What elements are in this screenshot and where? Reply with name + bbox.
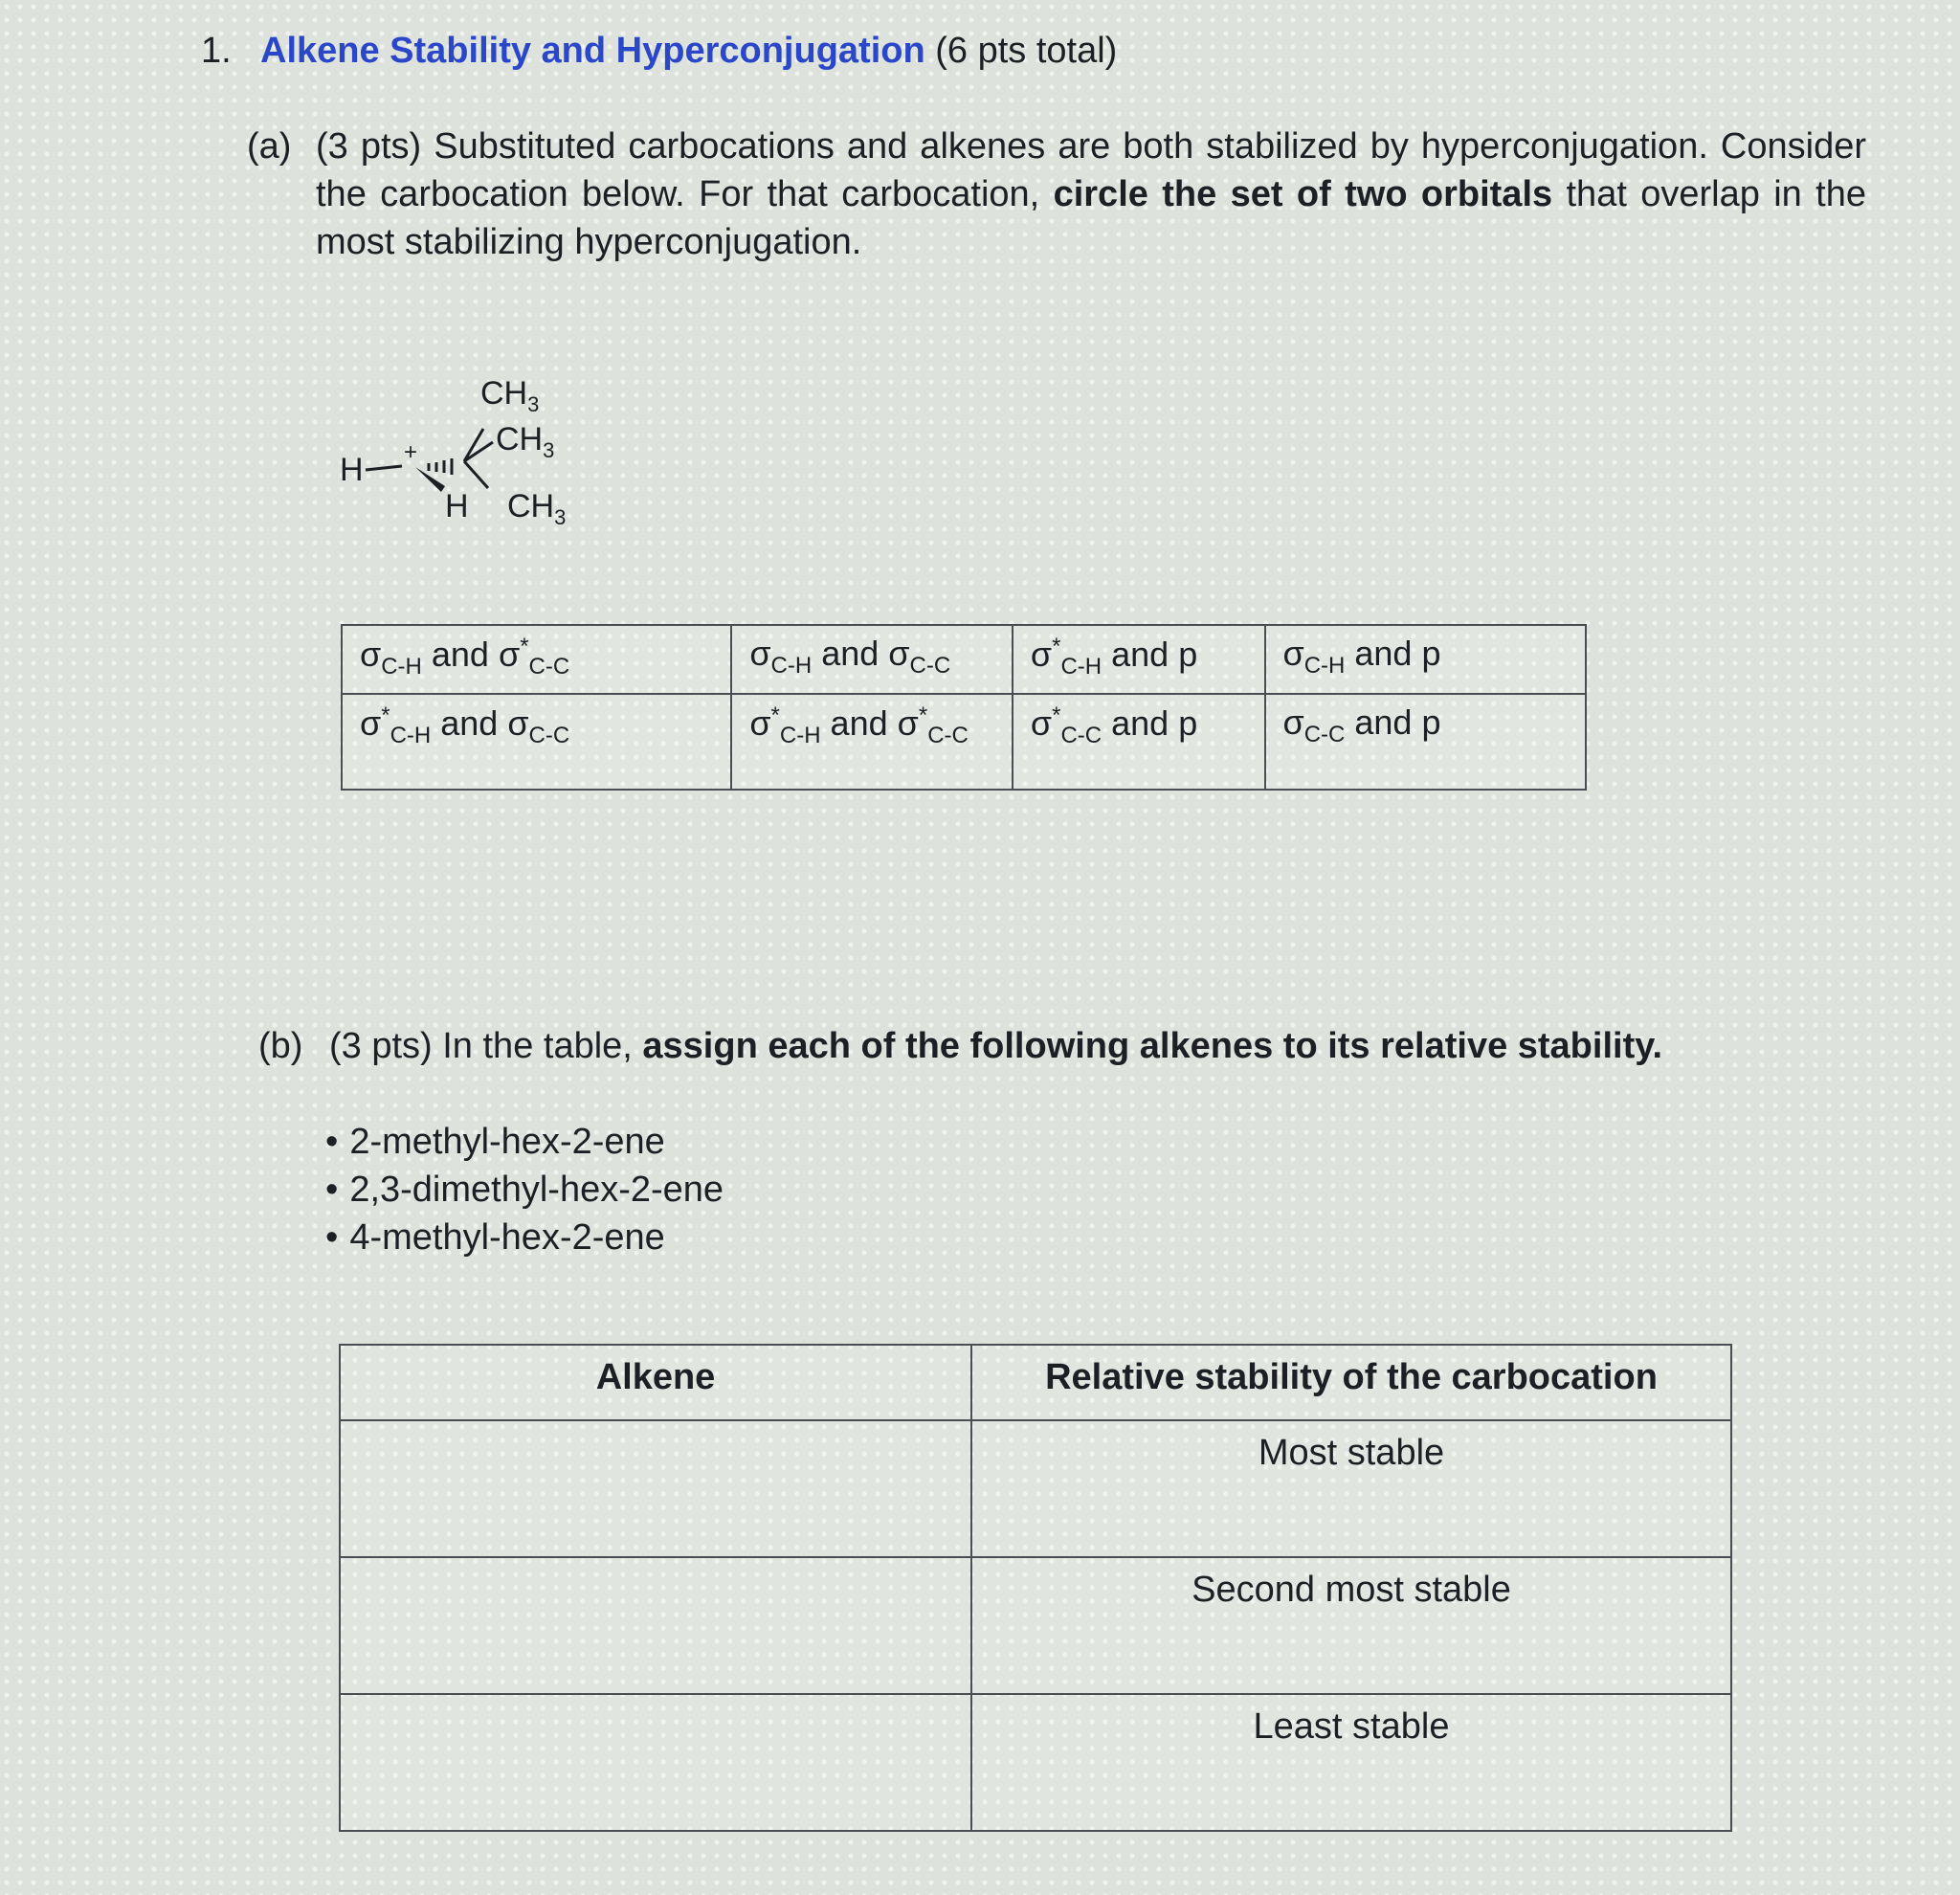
orbital-row-2	[342, 694, 1586, 790]
header-relative-stability: Relative stability of the carbocation	[971, 1345, 1731, 1420]
orbital-choices-table	[341, 624, 1587, 791]
choice-sigmastar-cc-p[interactable]: $\sigma^*_{C-C}$ and p	[1013, 694, 1265, 790]
mol-h-bottom: H	[445, 488, 469, 524]
choice-sigma-ch-p[interactable]: $\sigma_{C-H}$ and p	[1265, 625, 1587, 694]
stability-label-most: Most stable	[971, 1420, 1731, 1557]
mol-bond-h	[366, 466, 402, 470]
list-item: • 4-methyl-hex-2-ene	[325, 1214, 724, 1261]
mol-h-left: H	[340, 452, 364, 488]
choice-sigma-cc-p[interactable]: $\sigma_{C-C}$ and p	[1265, 694, 1587, 790]
part-a-text-1: Substituted carbocations and alkenes are both stabilized by hyperconjugation. Consider the carbocation below. For that carbocation,	[316, 126, 1866, 214]
mol-plus: +	[404, 439, 418, 465]
question-title-text: Alkene Stability and Hyperconjugation	[260, 31, 925, 71]
part-a-points: (3 pts)	[316, 126, 422, 167]
question-points: (6 pts total)	[935, 31, 1118, 71]
alkene-list	[325, 1118, 724, 1261]
part-b-points: (3 pts) In the table,	[329, 1026, 633, 1066]
alkene-answer-cell-1[interactable]	[340, 1420, 971, 1557]
stability-header-row	[340, 1345, 1731, 1420]
choice-sigma-ch-sigma-cc[interactable]: $\sigma_{C-H}$ and $\sigma_{C-C}$	[731, 625, 1013, 694]
mol-ch3-right: $CH_3$	[496, 421, 555, 462]
orbital-row-1	[342, 625, 1586, 694]
part-a-label: (a)	[247, 126, 292, 167]
part-b-bold: assign each of the following alkenes to its relative stability.	[642, 1026, 1663, 1066]
mol-ch3-top: $CH_3$	[480, 375, 540, 416]
stability-label-second: Second most stable	[971, 1557, 1731, 1694]
header-alkene: Alkene	[340, 1345, 971, 1420]
choice-sigma-ch-sigmastar-cc[interactable]: $\sigma_{C-H}$ and $\sigma^*_{C-C}$	[342, 625, 731, 694]
part-b-label: (b)	[258, 1026, 303, 1066]
part-a-text	[316, 123, 1866, 266]
part-a-text-2: that overlap in the most stabilizing hyperconjugation.	[316, 174, 1866, 262]
alkene-answer-cell-2[interactable]	[340, 1557, 971, 1694]
question-number: 1.	[201, 31, 232, 71]
table-row	[340, 1557, 1731, 1694]
mol-bond-bottom	[464, 461, 488, 488]
question-title	[260, 31, 1117, 72]
choice-sigmastar-ch-sigmastar-cc[interactable]: $\sigma^*_{C-H}$ and $\sigma^*_{C-C}$	[731, 694, 1013, 790]
list-item: • 2-methyl-hex-2-ene	[325, 1118, 724, 1166]
list-item: • 2,3-dimethyl-hex-2-ene	[325, 1166, 724, 1214]
mol-ch3-bottom: $CH_3$	[507, 488, 567, 529]
table-row	[340, 1420, 1731, 1557]
alkene-answer-cell-3[interactable]	[340, 1694, 971, 1831]
choice-sigmastar-ch-sigma-cc[interactable]: $\sigma^*_{C-H}$ and $\sigma_{C-C}$	[342, 694, 731, 790]
part-b-text	[329, 1022, 1662, 1070]
stability-label-least: Least stable	[971, 1694, 1731, 1831]
carbocation-structure	[325, 364, 632, 536]
table-row	[340, 1694, 1731, 1831]
choice-sigmastar-ch-p[interactable]: $\sigma^*_{C-H}$ and p	[1013, 625, 1265, 694]
part-a-bold: circle the set of two orbitals	[1053, 174, 1553, 214]
stability-table	[339, 1344, 1732, 1832]
